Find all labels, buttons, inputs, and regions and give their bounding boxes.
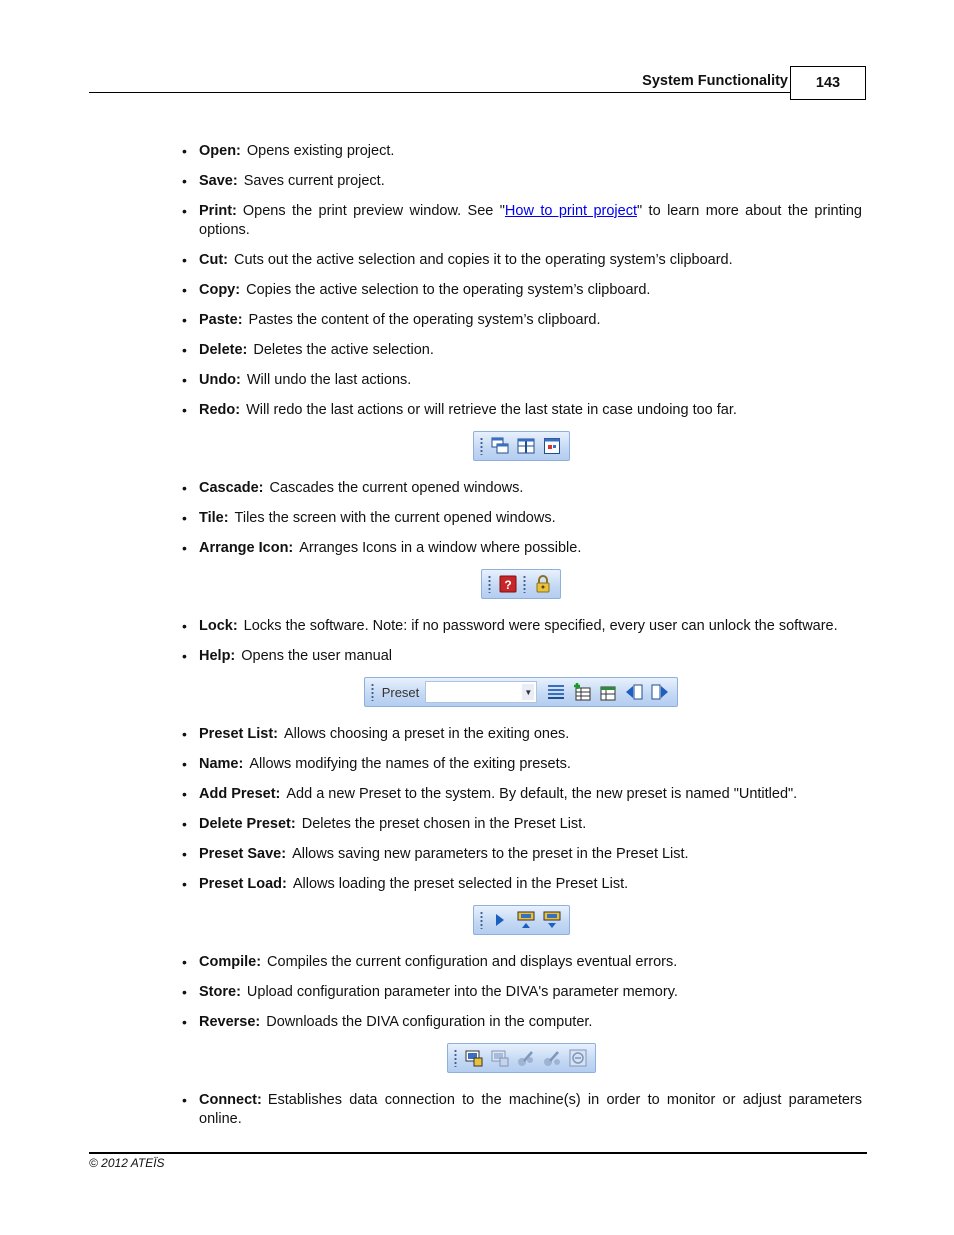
list-item-copy: • Copy: Copies the active selection to the operating system’s clipboard. [180,281,862,300]
monitor-off-icon[interactable] [542,1048,562,1068]
list-item-help: • Help: Opens the user manual [180,647,862,666]
tile-icon[interactable] [516,436,536,456]
list-item-open: • Open: Opens existing project. [180,142,862,161]
list-item-name: • Name: Allows modifying the names of the exiting presets. [180,755,862,774]
preset-save-icon[interactable] [624,682,644,702]
toolbar-grip[interactable] [480,911,483,929]
preset-load-icon[interactable] [650,682,670,702]
list-item-lock: • Lock: Locks the software. Note: if no password were specified, every user can unlock the software. [180,617,862,636]
disconnect-icon[interactable] [490,1048,510,1068]
compile-icon[interactable] [490,910,510,930]
content [180,142,862,1140]
list-item-preset-list: • Preset List: Allows choosing a preset in the exiting ones. [180,725,862,744]
cascade-icon[interactable] [490,436,510,456]
list-item-compile: • Compile: Compiles the current configuration and displays eventual errors. [180,953,862,972]
list-item-undo: • Undo: Will undo the last actions. [180,371,862,390]
list-item-add-preset: • Add Preset: Add a new Preset to the system. By default, the new preset is named "Untitled". [180,785,862,804]
lock-help-toolbar [481,569,561,599]
list-item-cut: • Cut: Cuts out the active selection and copies it to the operating system’s clipboard. [180,251,862,270]
list-item-tile: • Tile: Tiles the screen with the current opened windows. [180,509,862,528]
list-item-arrange-icon: • Arrange Icon: Arranges Icons in a window where possible. [180,539,862,558]
help-icon[interactable] [498,574,518,594]
preset-list-dropdown[interactable] [425,681,537,703]
add-preset-icon[interactable] [572,682,592,702]
toolbar-grip[interactable] [371,683,374,701]
list-item-store: • Store: Upload configuration parameter into the DIVA's parameter memory. [180,983,862,1002]
list-item-reverse: • Reverse: Downloads the DIVA configuration in the computer. [180,1013,862,1032]
page-number-box [790,66,866,100]
connect-icon[interactable] [464,1048,484,1068]
preset-label: Preset [381,684,420,700]
header-rule [89,92,791,93]
monitor-icon[interactable] [516,1048,536,1068]
stop-icon[interactable] [568,1048,588,1068]
how-to-print-link[interactable]: How to print project [504,203,637,219]
toolbar-grip[interactable] [488,575,491,593]
preset-toolbar [364,677,679,707]
chevron-down-icon[interactable]: ▼ [522,684,534,700]
store-icon[interactable] [516,910,536,930]
footer-copyright: © 2012 ATEÏS [89,1156,165,1170]
delete-preset-icon[interactable] [598,682,618,702]
compile-toolbar [473,905,570,935]
page-number: 143 [815,75,841,91]
lock-icon[interactable] [533,574,553,594]
list-item-connect: • Connect: Establishes data connection to the machine(s) in order to monitor or adjust parameters online. [180,1091,862,1129]
list-item-cascade: • Cascade: Cascades the current opened windows. [180,479,862,498]
list-item-delete: • Delete: Deletes the active selection. [180,341,862,360]
list-item-save: • Save: Saves current project. [180,172,862,191]
header-title: System Functionality [642,73,788,89]
list-item-paste: • Paste: Pastes the content of the operating system’s clipboard. [180,311,862,330]
list-item-preset-load: • Preset Load: Allows loading the preset selected in the Preset List. [180,875,862,894]
window-toolbar [473,431,570,461]
name-icon[interactable] [546,682,566,702]
footer-rule [89,1152,867,1154]
list-item-redo: • Redo: Will redo the last actions or will retrieve the last state in case undoing too far. [180,401,862,420]
list-item-print: • Print: Opens the print preview window. See "How to print project" to learn more about the printing options. [180,202,862,240]
toolbar-grip[interactable] [523,575,526,593]
toolbar-grip[interactable] [480,437,483,455]
toolbar-grip[interactable] [454,1049,457,1067]
connect-toolbar [447,1043,596,1073]
reverse-icon[interactable] [542,910,562,930]
list-item-preset-save: • Preset Save: Allows saving new parameters to the preset in the Preset List. [180,845,862,864]
list-item-delete-preset: • Delete Preset: Deletes the preset chosen in the Preset List. [180,815,862,834]
arrange-icon[interactable] [542,436,562,456]
svg-text:?: ? [504,578,512,592]
